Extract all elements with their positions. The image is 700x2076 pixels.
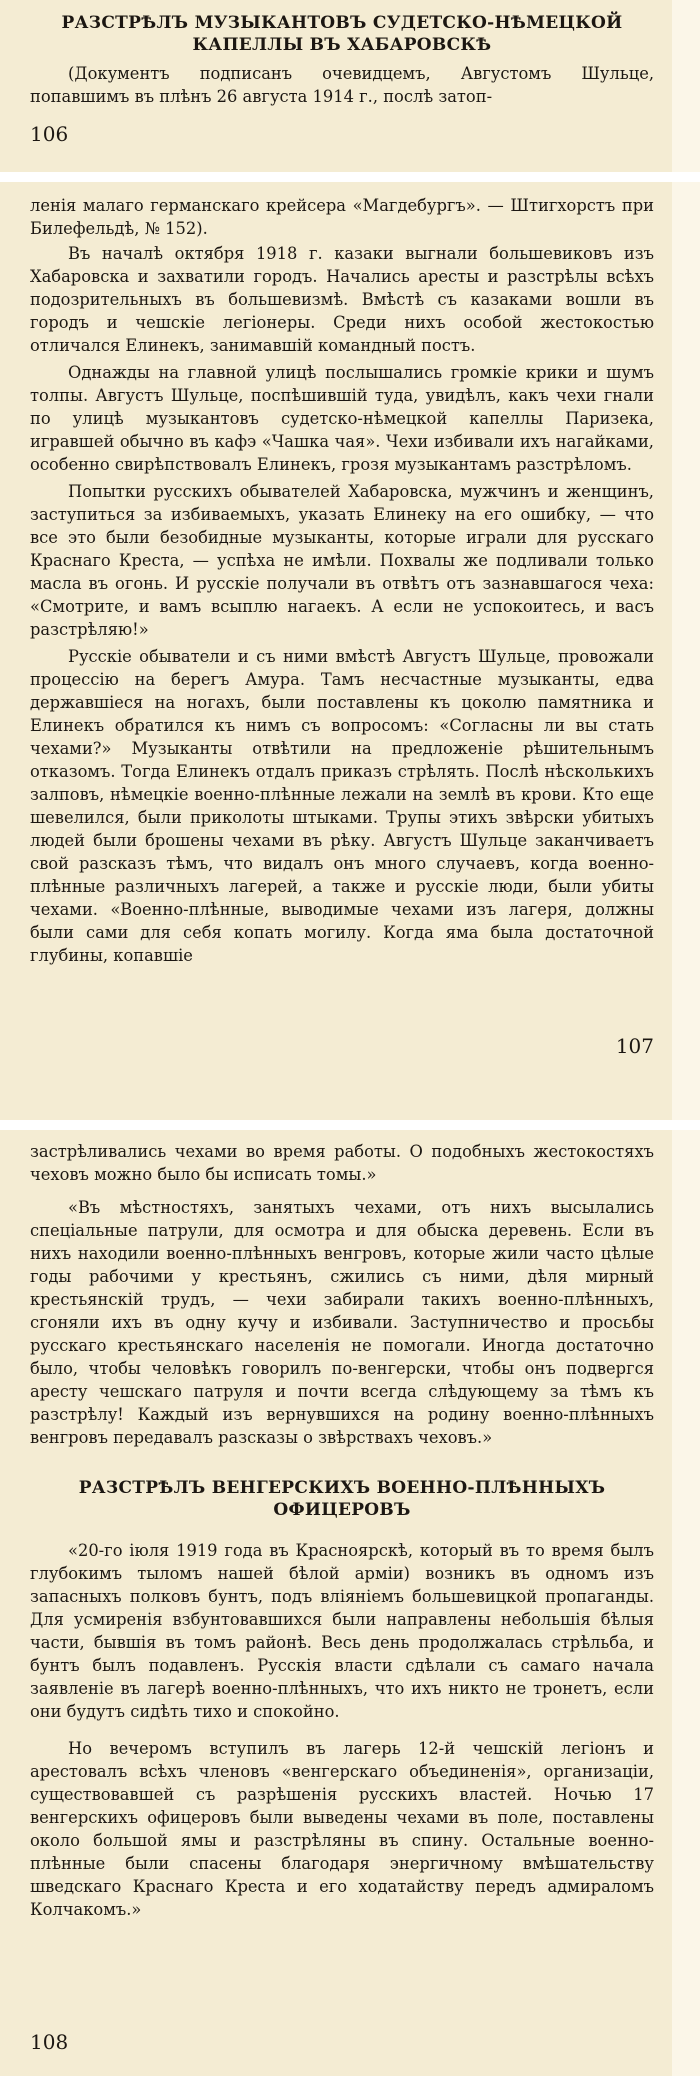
paragraph: Русскіе обыватели и съ ними вмѣстѣ Августъ Шульце, провожали процессію на берегъ Амура. Тамъ несчастные музыканты, едва державшіеся на ногахъ, были поставлены къ цоколю памятника и Елинекъ обратился къ нимъ съ вопросомъ: «Согласны ли вы стать чехами?» Музыканты отвѣтили на предложеніе рѣшительнымъ отказомъ. Тогда Елинекъ отдалъ приказъ стрѣлять. Послѣ нѣсколькихъ залповъ, нѣмецкіе военно-плѣнные лежали на землѣ въ крови. Кто еще шевелился, были приколоты штыками. Трупы этихъ звѣрски убитыхъ людей были брошены чехами въ рѣку. Августъ Шульце заканчиваетъ свой разсказъ тѣмъ, что видалъ онъ много случаевъ, когда военно-плѣнные различныхъ лагерей, а также и русскіе люди, были убиты чехами. «Военно-плѣнные, выводимые чехами изъ лагеря, должны были сами для себя копать могилу. Когда яма была достаточной глубины, копавшіе: [30, 647, 654, 965]
quote-paragraph: «Въ мѣстностяхъ, занятыхъ чехами, отъ нихъ высылались спеціальные патрули, для осмотра и для обыска деревень. Если въ нихъ находили военно-плѣнныхъ венгровъ, которые жили часто цѣлые годы рабочими у крестьянъ, сжились съ ними, дѣля мирный крестьянскій трудъ, — чехи забирали такихъ военно-плѣнныхъ, сгоняли ихъ въ одну кучу и избивали. Заступничество и просьбы русскаго крестьянскаго населенія не помогали. Иногда достаточно было, чтобы человѣкъ говорилъ по-венгерски, чтобы онъ подвергся аресту чешскаго патруля и почти всегда слѣдующему за тѣмъ къ разстрѣлу! Каждый изъ вернувшихся на родину военно-плѣнныхъ венгровъ передавалъ разсказы о звѣрствахъ чеховъ.»: [30, 1198, 654, 1447]
paragraph: Но вечеромъ вступилъ въ лагерь 12-й чешскій легіонъ и арестовалъ всѣхъ членовъ «венгерскаго объединенія», организаціи, существовавшей съ разрѣшенія русскихъ властей. Ночью 17 венгерскихъ офицеровъ были выведены чехами въ поле, поставлены около большой ямы и разстрѣляны въ спину. Остальные военно-плѣнные были спасены благодаря энергичному вмѣшательству шведскаго Краснаго Креста и его ходатайству передъ адмираломъ Колчакомъ.»: [30, 1739, 654, 1919]
page-edge: [672, 0, 700, 172]
page-number-107: 107: [615, 1034, 654, 1058]
section-heading-officers: РАЗСТРѢЛЪ ВЕНГЕРСКИХЪ ВОЕННО-ПЛѢННЫХЪ ОФИЦЕРОВЪ: [78, 1478, 606, 1520]
paragraph: Попытки русскихъ обывателей Хабаровска, мужчинъ и женщинъ, заступиться за избиваемыхъ, указать Елинеку на его ошибку, — что все это были безобидные музыканты, которые играли для русскаго Краснаго Креста, — успѣха не имѣли. Похвалы же подливали только масла въ огонь. И русскіе получали въ отвѣтъ отъ зазнавшагося чеха: «Смотрите, и вамъ всыплю нагаекъ. А если не успокоитесь, и васъ разстрѣляю!»: [30, 482, 654, 639]
paragraph: Однажды на главной улицѣ послышались громкіе крики и шумъ толпы. Августъ Шульце, поспѣшившій туда, увидѣлъ, какъ чехи гнали по улицѣ музыкантовъ судетско-нѣмецкой капеллы Паризека, игравшей обычно въ кафэ «Чашка чая». Чехи избивали ихъ нагайками, особенно свирѣпствовалъ Елинекъ, грозя музыкантамъ разстрѣломъ.: [30, 363, 654, 474]
section-heading-musicians: РАЗСТРѢЛЪ МУЗЫКАНТОВЪ СУДЕТСКО-НѢМЕЦКОЙ КАПЕЛЛЫ ВЪ ХАБАРОВСКѢ: [61, 13, 623, 55]
paragraph: «20-го іюля 1919 года въ Красноярскѣ, который въ то время былъ глубокимъ тыломъ нашей бѣлой арміи) возникъ въ одномъ изъ запасныхъ полковъ бунтъ, подъ вліяніемъ большевицкой пропаганды. Для усмиренія взбунтовавшихся были направлены небольшія бѣлыя части, бывшія въ томъ районѣ. Весь день продолжалась стрѣльба, и бунтъ былъ подавленъ. Русскія власти сдѣлали съ самаго начала заявленіе въ лагерѣ военно-плѣнныхъ, что ихъ никто не тронетъ, если они будутъ сидѣть тихо и спокойно.: [30, 1541, 654, 1721]
paragraph: Въ началѣ октября 1918 г. казаки выгнали большевиковъ изъ Хабаровска и захватили городъ. Начались аресты и разстрѣлы всѣхъ подозрительныхъ въ большевизмѣ. Вмѣстѣ съ казаками вошли въ городъ и чешскіе легіонеры. Среди нихъ особой жестокостью отличался Елинекъ, занимавшій командный постъ.: [30, 244, 654, 355]
page-107: [0, 182, 700, 1120]
document-intro: (Документъ подписанъ очевидцемъ, Августомъ Шульце, попавшимъ въ плѣнъ 26 августа 1914 г., послѣ затоп-: [30, 64, 654, 106]
page-edge: [672, 182, 700, 1120]
page-edge: [672, 1130, 700, 2076]
paragraph-continuation: застрѣливались чехами во время работы. О подобныхъ жестокостяхъ чеховъ можно было бы исписать томы.»: [30, 1142, 654, 1184]
page-106: [0, 0, 700, 172]
intro-continuation: ленія малаго германскаго крейсера «Магдебургъ». — Штигхорстъ при Билефельдѣ, № 152).: [30, 196, 654, 238]
page-108: [0, 1130, 700, 2076]
page-number-108: 108: [30, 2030, 69, 2054]
page-number-106: 106: [30, 122, 69, 146]
